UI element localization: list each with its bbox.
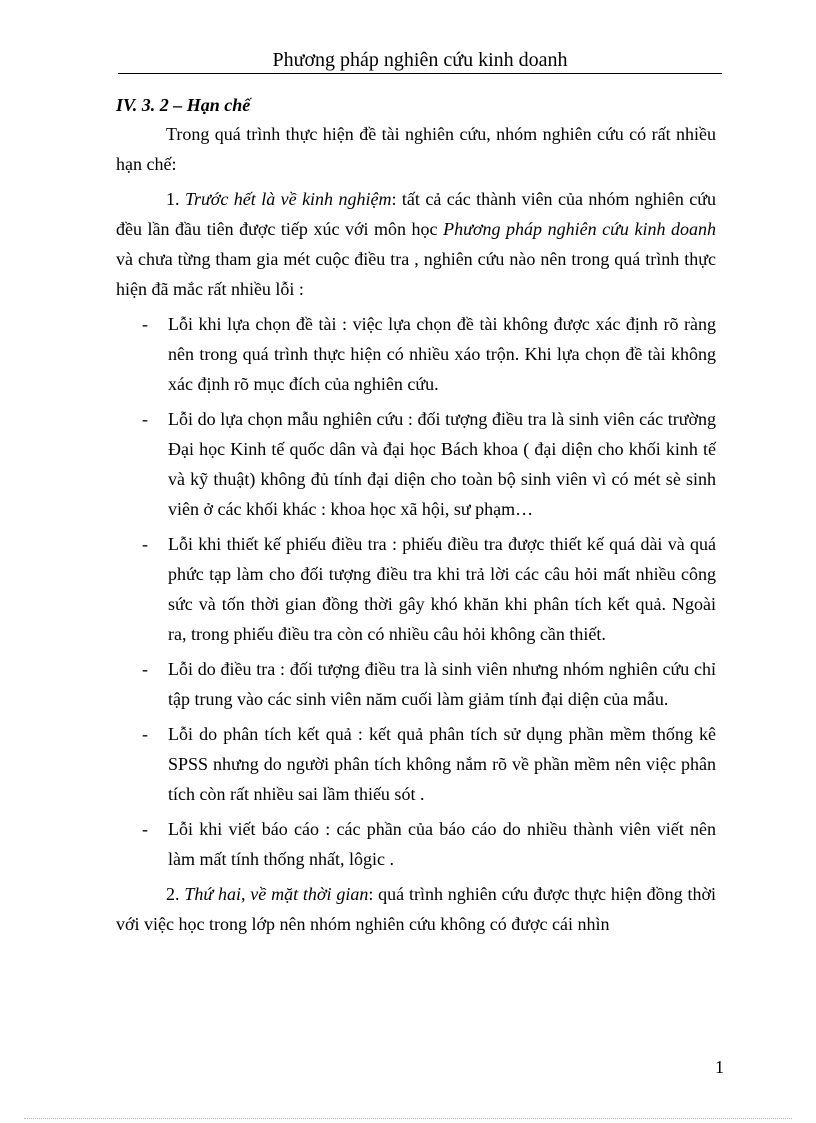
list-item (116, 404, 716, 524)
list-item-text: Lỗi do phân tích kết quả : kết quả phân tích sử dụng phần mềm thống kê SPSS nhưng do người phân tích không nắm rõ về phần mềm nên việc phân tích còn rất nhiều sai lầm thiếu sót . (168, 724, 716, 804)
point-2-number: 2. (166, 884, 185, 904)
page-header (118, 48, 722, 74)
point-1-paragraph (116, 184, 716, 304)
list-item-text: Lỗi khi viết báo cáo : các phần của báo cáo do nhiều thành viên viết nên làm mất tính thống nhất, lôgic . (168, 819, 716, 869)
point-2-text: : quá trình nghiên cứu được thực hiện đồng thời với việc học trong lớp nên nhóm nghiên cứu không có được cái nhìn (116, 884, 716, 934)
point-1-text-a: : tất cả các thành viên của nhóm nghiên cứu đều lần đầu tiên được tiếp xúc với môn học (116, 189, 716, 239)
list-item-text: Lỗi do lựa chọn mẫu nghiên cứu : đối tượng điều tra là sinh viên các trường Đại học Kinh tế quốc dân và đại học Bách khoa ( đại diện cho khối kinh tế và kỹ thuật) không đủ tính đại diện cho toàn bộ sinh viên vì có mét sè sinh viên ở các khối khác : khoa học xã hội, sư phạm… (168, 409, 716, 519)
point-1-lead: Trước hết là về kinh nghiệm (184, 189, 392, 209)
point-1-number: 1. (166, 189, 185, 209)
list-item (116, 719, 716, 809)
point-2-lead: Thứ hai, về mặt thời gian (184, 884, 369, 904)
list-item (116, 814, 716, 874)
list-item (116, 529, 716, 649)
header-title: Phương pháp nghiên cứu kinh doanh (272, 49, 568, 71)
page-number: 1 (715, 1057, 724, 1077)
intro-paragraph: Trong quá trình thực hiện đề tài nghiên cứu, nhóm nghiên cứu có rất nhiều hạn chế: (116, 124, 716, 174)
bullet-dash: - (142, 314, 148, 334)
list-item-text: Lỗi khi lựa chọn đề tài : việc lựa chọn đề tài không được xác định rõ ràng nên trong quá trình thực hiện có nhiều xáo trộn. Khi lựa chọn đề tài không xác định rõ mục đích của nghiên cứu. (168, 314, 716, 394)
point-1-course-name: Phương pháp nghiên cứu kinh doanh (443, 219, 716, 239)
bullet-dash: - (142, 819, 148, 839)
list-item-text: Lỗi do điều tra : đối tượng điều tra là sinh viên nhưng nhóm nghiên cứu chỉ tập trung vào các sinh viên năm cuối làm giảm tính đại diện của mẫu. (168, 659, 716, 709)
list-item-text: Lỗi khi thiết kế phiếu điều tra : phiếu điều tra được thiết kế quá dài và quá phức tạp làm cho đối tượng điều tra khi trả lời các câu hỏi mất nhiều công sức và tốn thời gian đồng thời gây khó khăn khi phân tích kết quả. Ngoài ra, trong phiếu điều tra còn có nhiều câu hỏi không cần thiết. (168, 534, 716, 644)
error-list (116, 309, 716, 874)
point-2-paragraph (116, 879, 716, 939)
bullet-dash: - (142, 534, 148, 554)
document-body (116, 91, 716, 939)
bullet-dash: - (142, 724, 148, 744)
section-heading: IV. 3. 2 – Hạn chế (116, 95, 251, 115)
bullet-dash: - (142, 409, 148, 429)
point-1-text-b: và chưa từng tham gia mét cuộc điều tra , nghiên cứu nào nên trong quá trình thực hiện đã mắc rất nhiều lỗi : (116, 249, 716, 299)
page-bottom-divider (24, 1118, 792, 1119)
list-item (116, 654, 716, 714)
bullet-dash: - (142, 659, 148, 679)
list-item (116, 309, 716, 399)
